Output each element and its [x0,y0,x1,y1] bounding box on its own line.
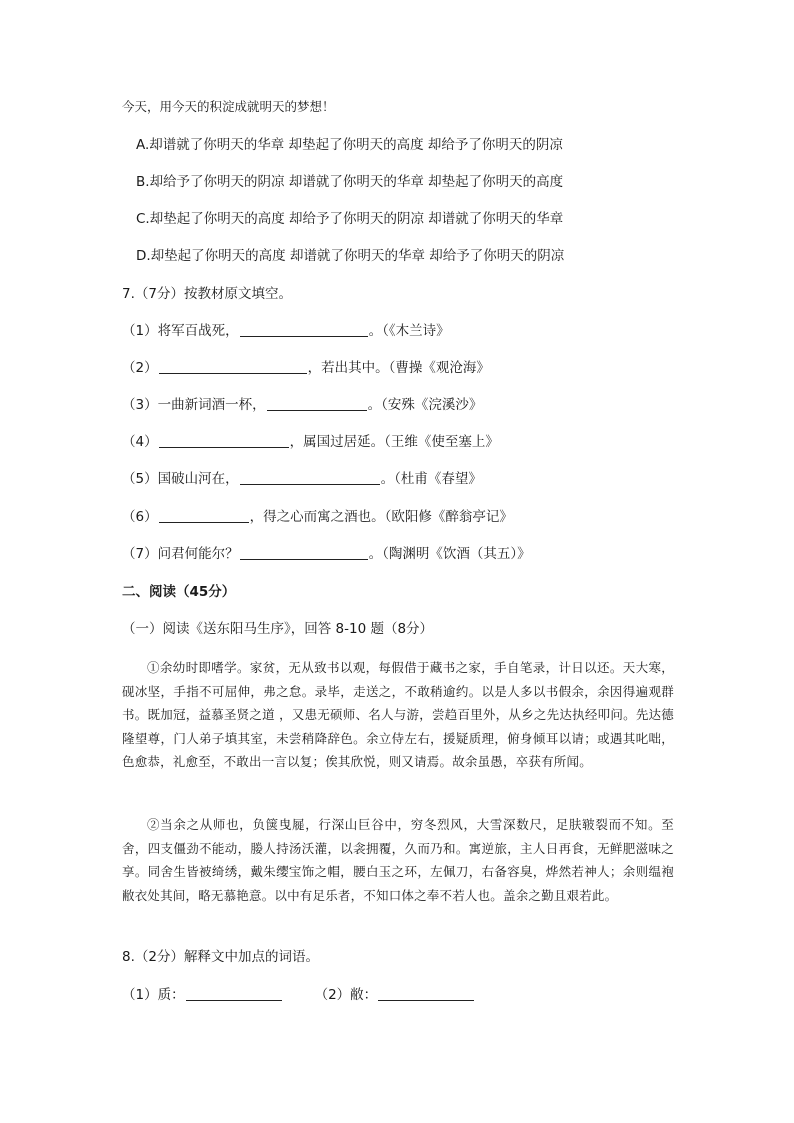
option-label: A. [136,137,150,153]
item-before: 一曲新词酒一杯， [157,397,266,413]
option-b[interactable] [136,173,563,191]
option-text: 却垫起了你明天的高度 却给予了你明天的阴凉 却谱就了你明天的华章 [149,211,564,227]
q7-item-7 [122,545,531,563]
option-label: D. [136,248,151,264]
option-text: 却谱就了你明天的华章 却垫起了你明天的高度 却给予了你明天的阴凉 [149,137,563,153]
answer-blank[interactable] [159,359,307,374]
answer-blank[interactable] [159,508,249,523]
option-a[interactable] [136,136,563,154]
answer-blank[interactable] [240,545,368,560]
option-label: B. [136,174,150,190]
option-text: 却垫起了你明天的高度 却谱就了你明天的华章 却给予了你明天的阴凉 [150,248,565,264]
answer-blank[interactable] [240,322,368,337]
item-number: （1） [122,323,158,339]
q7-item-4 [122,433,499,451]
item-after: 。（陶渊明《饮酒（其五）》 [368,546,531,562]
item-after: ，得之心而寓之酒也。（欧阳修《醉翁亭记》 [249,509,513,525]
option-c[interactable] [136,210,563,228]
answer-blank[interactable] [378,986,474,1001]
q7-item-1 [122,322,450,340]
q7-item-6 [122,508,513,526]
item-after: 。（《木兰诗》 [368,323,450,339]
item-number: （5） [122,471,158,487]
question-8-title: 8.（2分）解释文中加点的词语。 [122,949,319,965]
item-number: （7） [122,546,158,562]
passage-paragraph-2: ②当余之从师也，负箧曳屣，行深山巨谷中，穷冬烈风，大雪深数尺，足肤皲裂而不知。至舍，四支僵劲不能动，媵人持汤沃灌，以衾拥覆，久而乃和。寓逆旅，主人日再食，无鲜肥滋味之享。同舍生皆被绮绣，戴朱缨宝饰之帽，腰白玉之环，左佩刀，右备容臭，烨然若神人；余则缊袍敝衣处其间，略无慕艳意。以中有足乐者，不知口体之奉不若人也。盖余之勤且艰若此。 [122,817,674,903]
answer-blank[interactable] [240,470,380,485]
item-after: ，若出其中。（曹操《观沧海》 [307,360,490,376]
q8-items [122,986,475,1004]
item-number: （2） [122,360,158,376]
q8-item-1-label: （1）质： [122,987,185,1003]
option-text: 却给予了你明天的阴凉 却谱就了你明天的华章 却垫起了你明天的高度 [149,174,564,190]
answer-blank[interactable] [159,433,289,448]
q7-item-2 [122,359,490,377]
section-2-title: 二、阅读（45分） [122,584,236,600]
item-number: （3） [122,397,158,413]
option-label: C. [136,211,150,227]
item-before: 将军百战死， [157,323,239,339]
q7-item-3 [122,396,482,414]
passage-paragraph-1: ①余幼时即嗜学。家贫，无从致书以观，每假借于藏书之家，手自笔录，计日以还。天大寒，砚冰坚，手指不可屈伸，弗之怠。录毕，走送之，不敢稍逾约。以是人多以书假余，余因得遍观群书。既加冠，益慕圣贤之道 ，又患无硕师、名人与游，尝趋百里外，从乡之先达执经叩问。先达德隆望尊，门人弟子填其室，未尝稍降辞色。余立侍左右，援疑质理，俯身倾耳以请；或遇其叱咄，色愈恭，礼愈至，不敢出一言以复；俟其欣悦，则又请焉。故余虽愚，卒获有所闻。 [122,660,674,770]
question-7-title: 7.（7分）按教材原文填空。 [122,286,292,302]
item-after: 。（安殊《浣溪沙》 [367,397,483,413]
item-after: 。（杜甫《春望》 [380,471,482,487]
subsection-1-title: （一）阅读《送东阳马生序》，回答 8-10 题（8分） [122,621,434,637]
item-number: （4） [122,434,158,450]
item-number: （6） [122,509,158,525]
intro-line: 今天，用今天的积淀成就明天的梦想！ [122,99,335,114]
answer-blank[interactable] [267,396,367,411]
q7-item-5 [122,470,482,488]
item-before: 问君何能尔？ [157,546,239,562]
item-after: ，属国过居延。（王维《使至塞上》 [289,434,499,450]
answer-blank[interactable] [186,986,282,1001]
item-before: 国破山河在， [157,471,239,487]
q8-item-2-label: （2）敝： [314,987,378,1003]
option-d[interactable] [136,247,564,265]
